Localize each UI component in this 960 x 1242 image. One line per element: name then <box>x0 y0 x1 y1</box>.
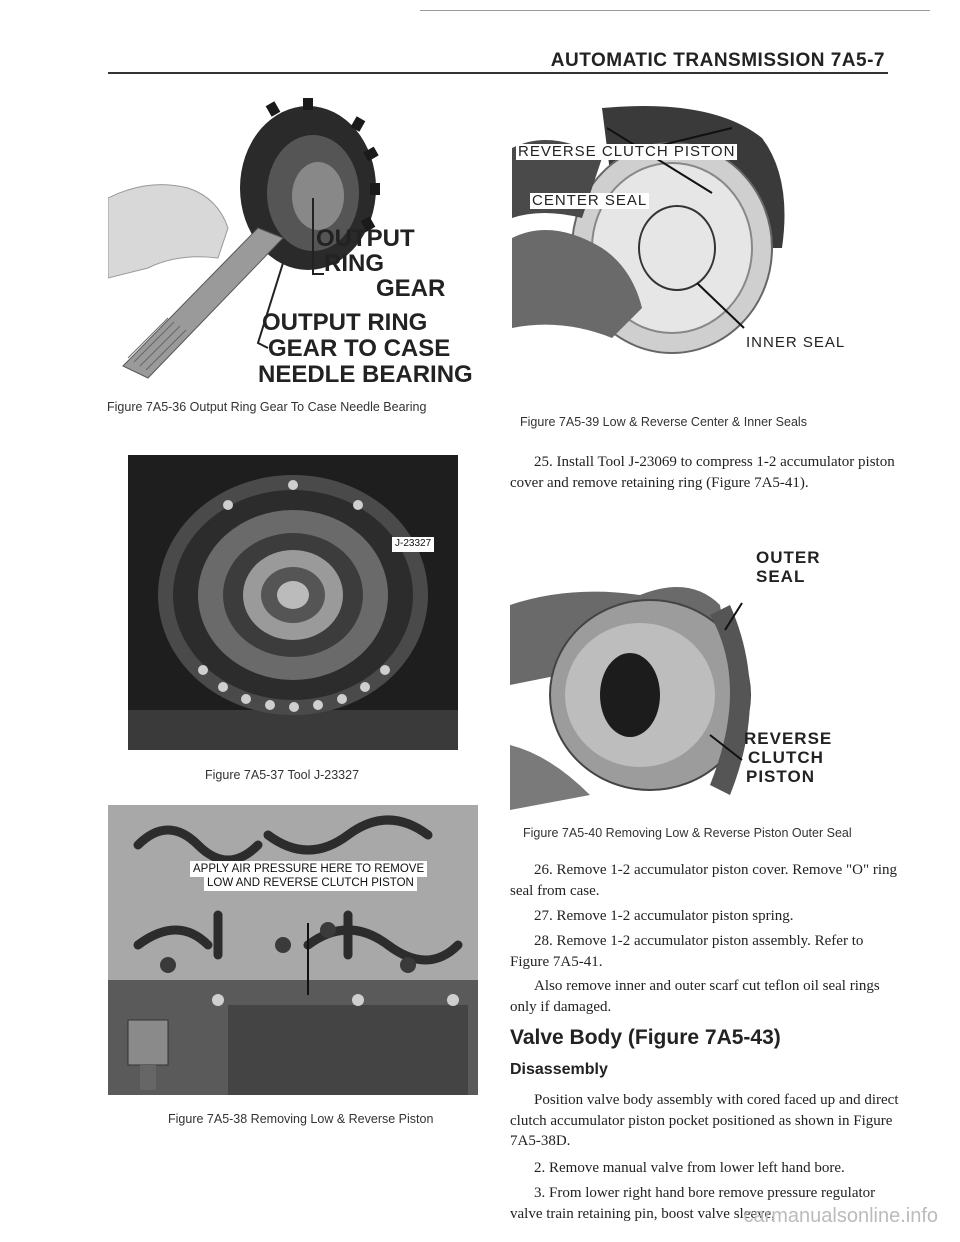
position-valve-body-text: Position valve body assembly with cored faced up and direct clutch accumulator piston pocket positioned as shown in Figure 7A5-38D. <box>510 1092 899 1150</box>
fig39-callout-reverse-clutch-piston: REVERSE CLUTCH PISTON <box>518 143 736 160</box>
fig36-callout-ring: RING <box>324 250 384 277</box>
step-3-text: 3. From lower right hand bore remove pressure regulator valve train retaining pin, boost valve sleeve, <box>510 1185 876 1222</box>
figure-7a5-38-caption: Figure 7A5-38 Removing Low & Reverse Piston <box>168 1112 434 1126</box>
fig38-label-line1: APPLY AIR PRESSURE HERE TO REMOVE <box>190 861 427 877</box>
figure-7a5-40-caption: Figure 7A5-40 Removing Low & Reverse Piston Outer Seal <box>523 826 852 840</box>
also-remove-text: Also remove inner and outer scarf cut teflon oil seal rings only if damaged. <box>510 978 880 1015</box>
step-27-text: 27. Remove 1-2 accumulator piston spring. <box>534 908 794 924</box>
page-header-title: AUTOMATIC TRANSMISSION 7A5-7 <box>550 50 885 71</box>
figure-7a5-37-photo <box>128 455 458 750</box>
fig38-label-line2: LOW AND REVERSE CLUTCH PISTON <box>204 875 417 891</box>
step-25-text: 25. Install Tool J-23069 to compress 1-2 accumulator piston cover and remove retaining ring (Figure 7A5-41). <box>510 454 895 491</box>
fig40-callout-clutch: CLUTCH <box>748 748 824 767</box>
fig36-callout-gear: GEAR <box>376 275 446 302</box>
step-28-text: 28. Remove 1-2 accumulator piston assembly. Refer to Figure 7A5-41. <box>510 933 864 970</box>
watermark: carmanualsonline.info <box>743 1205 938 1227</box>
fig40-callout-seal: SEAL <box>756 567 806 586</box>
fig40-callout-outer: OUTER <box>756 548 821 567</box>
subheading-disassembly: Disassembly <box>510 1061 608 1078</box>
step-2-text: 2. Remove manual valve from lower left hand bore. <box>534 1160 845 1176</box>
fig39-callout-inner-seal: INNER SEAL <box>746 334 846 351</box>
fig40-callout-piston: PISTON <box>746 767 815 786</box>
section-heading-valve-body: Valve Body (Figure 7A5-43) <box>510 1026 781 1049</box>
figure-7a5-38-photo <box>108 805 478 1095</box>
step-26-text: 26. Remove 1-2 accumulator piston cover. Remove "O" ring seal from case. <box>510 862 897 899</box>
figure-7a5-37-caption: Figure 7A5-37 Tool J-23327 <box>205 768 360 782</box>
figure-7a5-36-caption: Figure 7A5-36 Output Ring Gear To Case Needle Bearing <box>107 400 427 414</box>
fig36-callout-needle-bearing: NEEDLE BEARING <box>258 361 473 388</box>
fig36-callout-gear-to-case: GEAR TO CASE <box>268 335 451 362</box>
fig36-callout-output-ring: OUTPUT RING <box>262 309 428 336</box>
fig39-callout-center-seal: CENTER SEAL <box>532 192 648 209</box>
fig36-callout-output: OUTPUT <box>316 225 415 252</box>
top-edge-rule <box>420 10 930 11</box>
header-rule <box>108 72 888 74</box>
fig37-tool-label: J-23327 <box>392 537 434 552</box>
fig40-callout-reverse: REVERSE <box>744 729 833 748</box>
figure-7a5-39-caption: Figure 7A5-39 Low & Reverse Center & Inner Seals <box>520 415 807 429</box>
